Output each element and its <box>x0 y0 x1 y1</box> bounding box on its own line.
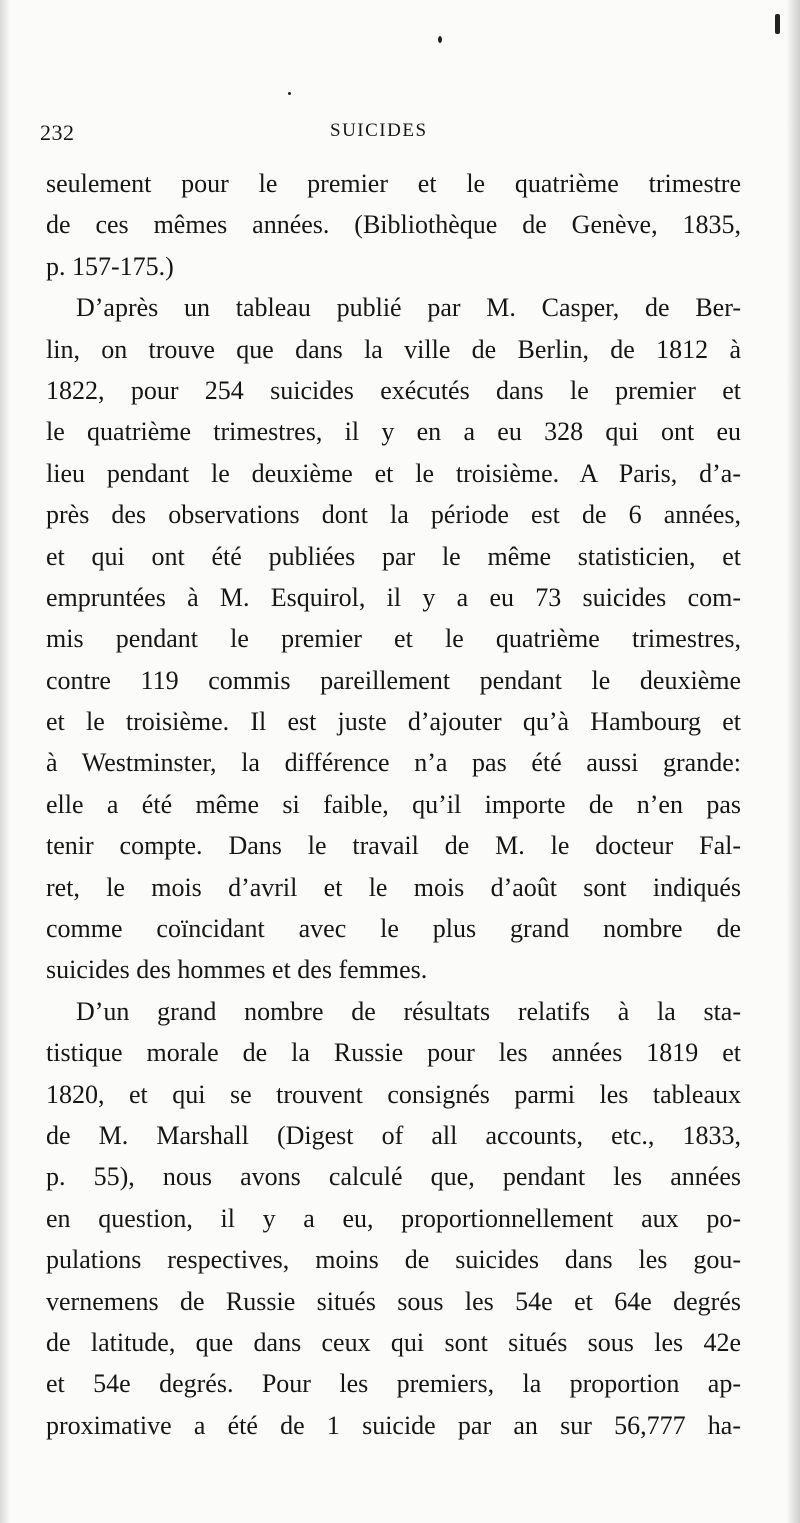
text-line: près des observations dont la période est de 6 années, <box>46 500 741 530</box>
text-line: comme coïncidant avec le plus grand nombre de <box>46 914 741 944</box>
text-line: p. 55), nous avons calculé que, pendant les années <box>46 1162 741 1192</box>
text-line: vernemens de Russie situés sous les 54e et 64e degrés <box>46 1286 741 1316</box>
text-line: seulement pour le premier et le quatrième trimestre <box>46 169 741 198</box>
text-line: 1822, pour 254 suicides exécutés dans le premier et <box>46 375 741 405</box>
ink-speck <box>775 14 780 34</box>
text-line: tenir compte. Dans le travail de M. le docteur Fal- <box>46 831 741 861</box>
text-line: de ces mêmes années. (Bibliothèque de Genève, 1835, <box>46 210 741 240</box>
body-text <box>46 163 741 1446</box>
text-line: pulations respectives, moins de suicides dans les gou- <box>46 1245 741 1275</box>
text-line: et 54e degrés. Pour les premiers, la proportion ap- <box>46 1369 741 1399</box>
text-line: contre 119 commis pareillement pendant le deuxième <box>46 665 741 695</box>
text-line: à Westminster, la différence n’a pas été aussi grande: <box>46 748 741 778</box>
ink-speck <box>438 36 442 43</box>
text-line: tistique morale de la Russie pour les années 1819 et <box>46 1038 741 1068</box>
text-line: ret, le mois d’avril et le mois d’août sont indiqués <box>46 872 741 902</box>
text-line: p. 157-175.) <box>46 251 174 281</box>
text-line: suicides des hommes et des femmes. <box>46 955 428 985</box>
text-line: 1820, et qui se trouvent consignés parmi les tableaux <box>46 1079 741 1109</box>
text-line: proximative a été de 1 suicide par an sur 56,777 ha- <box>46 1410 741 1440</box>
text-line: D’après un tableau publié par M. Casper, de Ber- <box>76 293 741 323</box>
text-line: de M. Marshall (Digest of all accounts, etc., 1833, <box>46 1120 741 1150</box>
text-line: D’un grand nombre de résultats relatifs à la sta- <box>76 996 741 1026</box>
text-line: lieu pendant le deuxième et le troisième. A Paris, d’a- <box>46 458 741 488</box>
text-line: empruntées à M. Esquirol, il y a eu 73 suicides com- <box>46 582 741 612</box>
text-line: de latitude, que dans ceux qui sont situés sous les 42e <box>46 1327 741 1357</box>
running-head <box>40 120 740 150</box>
page-edge-shadow-left <box>0 0 10 1523</box>
text-line: et le troisième. Il est juste d’ajouter qu’à Hambourg et <box>46 707 741 737</box>
text-line: en question, il y a eu, proportionnellement aux po- <box>46 1203 741 1233</box>
page-number: 232 <box>40 120 75 145</box>
text-line: lin, on trouve que dans la ville de Berlin, de 1812 à <box>46 334 741 364</box>
page-edge-shadow-right <box>786 0 800 1523</box>
running-title: SUICIDES <box>330 120 428 141</box>
text-line: le quatrième trimestres, il y en a eu 328 qui ont eu <box>46 417 741 447</box>
ink-speck <box>288 92 291 95</box>
text-line: mis pendant le premier et le quatrième trimestres, <box>46 624 741 654</box>
text-line: elle a été même si faible, qu’il importe de n’en pas <box>46 789 741 819</box>
text-line: et qui ont été publiées par le même statisticien, et <box>46 541 741 571</box>
